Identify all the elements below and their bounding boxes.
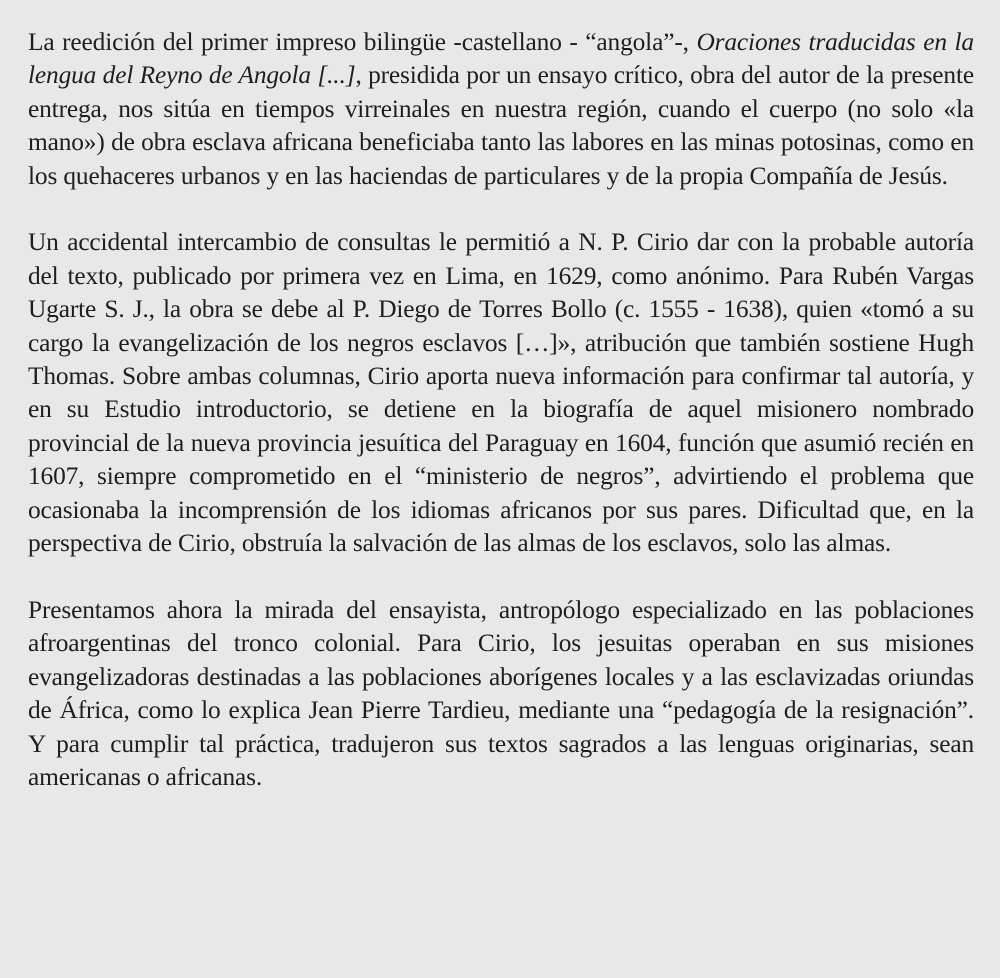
paragraph-2 — [28, 226, 974, 560]
document-body — [28, 26, 974, 794]
paragraph-1 — [28, 26, 974, 193]
paragraph-3 — [28, 594, 974, 794]
paragraph-1-text-cont: , presidida por un ensayo crítico, obra del autor de la presente entrega, nos sitúa en tiempos virreinales en nuestra región, cuando el cuerpo (no solo «la mano») de obra esclava africana beneficiaba tanto las labores en las minas potosinas, como en los quehaceres urbanos y en las haciendas de particulares y de la propia Compañía de Jesús. — [28, 61, 974, 190]
paragraph-3-text: Presentamos ahora la mirada del ensayista, antropólogo especializado en las poblaciones afroargentinas del tronco colonial. Para Cirio, los jesuitas operaban en sus misiones evangelizadoras destinadas a las poblaciones aborígenes locales y a las esclavizadas oriundas de África, como lo explica Jean Pierre Tardieu, mediante una “pedagogía de la resignación”. Y para cumplir tal práctica, tradujeron sus textos sagrados a las lenguas originarias, sean americanas o africanas. — [28, 595, 974, 791]
book-title: Oraciones traducidas en la lengua del Reyno de Angola [...] — [28, 28, 974, 90]
paragraph-2-text: Un accidental intercambio de consultas le permitió a N. P. Cirio dar con la probable autoría del texto, publicado por primera vez en Lima, en 1629, como anónimo. Para Rubén Vargas Ugarte S. J., la obra se debe al P. Diego de Torres Bollo (c. 1555 - 1638), quien «tomó a su cargo la evangelización de los negros esclavos […]», atribución que también sostiene Hugh Thomas. Sobre ambas columnas, Cirio aporta nueva información para confirmar tal autoría, y en su Estudio introductorio, se detiene en la biografía de aquel misionero nombrado provincial de la nueva provincia jesuítica del Paraguay en 1604, función que asumió recién en 1607, siempre comprometido en el “ministerio de negros”, advirtiendo el problema que ocasionaba la incomprensión de los idiomas africanos por sus pares. Dificultad que, en la perspectiva de Cirio, obstruía la salvación de las almas de los esclavos, solo las almas. — [28, 228, 974, 558]
paragraph-1-text: La reedición del primer impreso bilingüe -castellano - “angola”-, — [28, 28, 697, 56]
